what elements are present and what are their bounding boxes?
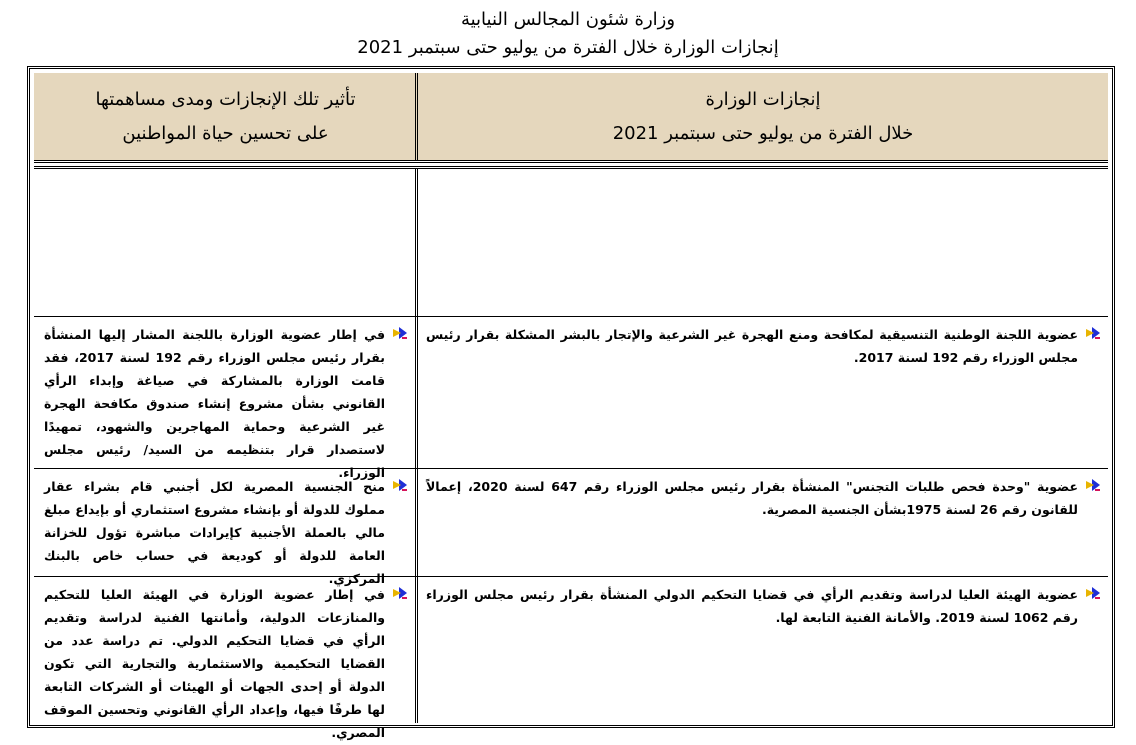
- impact-cell: [36, 169, 418, 316]
- table-row: [34, 169, 1108, 317]
- achievement-cell: [418, 169, 1108, 316]
- arrow-bullet-icon: [393, 327, 407, 339]
- arrow-bullet-icon: [393, 587, 407, 599]
- arrow-bullet-icon: [1086, 479, 1100, 491]
- header-achievements: إنجازات الوزارة خلال الفترة من يوليو حتى سبتمبر 2021: [612, 88, 914, 144]
- achievement-cell: عضوية اللجنة الوطنية التنسيقية لمكافحة ومنع الهجرة غير الشرعية والإتجار بالبشر المشكلة بقرار رئيس مجلس الوزراء رقم 192 لسنة 2017.: [418, 317, 1108, 468]
- impact-cell: في إطار عضوية الوزارة في الهيئة العليا للتحكيم والمنازعات الدولية، وأمانتها الفنية لدراسة وتقديم الرأي في قضايا التحكيم الدولي. تم دراسة عدد من القضايا التحكيمية والاستثمارية والتجارية التي تكون الدولة أو إحدى الجهات أو الهيئات أو الشركات التابعة لها طرفًا فيها، وإعداد الرأي القانوني وتحسين الموقف المصري.: [36, 577, 418, 723]
- table-body: [34, 169, 1108, 740]
- table-row: [34, 469, 1108, 586]
- impact-cell: في إطار عضوية الوزارة باللجنة المشار إليها المنشأة بقرار رئيس مجلس الوزراء رقم 192 لسنة 2017، فقد قامت الوزارة بالمشاركة في صياغة وإبداء الرأي القانوني بشأن مشروع إنشاء صندوق مكافحة الهجرة غير الشرعية وحماية المهاجرين والشهود، تمهيدًا لاستصدار قرار بتنظيمه من السيد/ رئيس مجلس الوزراء.: [36, 317, 418, 468]
- ministry-title: وزارة شئون المجالس النيابية: [460, 9, 676, 30]
- header-impact: تأثير تلك الإنجازات ومدى مساهمتها على تحسين حياة المواطنين: [36, 73, 418, 160]
- arrow-bullet-icon: [1086, 587, 1100, 599]
- report-title: إنجازات الوزارة خلال الفترة من يوليو حتى سبتمبر 2021: [357, 37, 779, 58]
- table-row: [34, 577, 1108, 740]
- achievements-table: [27, 66, 1115, 740]
- table-header-row: [34, 73, 1108, 160]
- arrow-bullet-icon: [393, 479, 407, 491]
- header-separator: [34, 160, 1108, 169]
- achievement-cell: عضوية الهيئة العليا لدراسة وتقديم الرأي في قضايا التحكيم الدولي المنشأة بقرار رئيس مجلس الوزراء رقم 1062 لسنة 2019. والأمانة الفنية التابعة لها.: [418, 577, 1108, 723]
- page-header: [0, 6, 1136, 62]
- table-row: [34, 317, 1108, 480]
- arrow-bullet-icon: [1086, 327, 1100, 339]
- achievement-cell: عضوية "وحدة فحص طلبات التجنس" المنشأة بقرار رئيس مجلس الوزراء رقم 647 لسنة 2020، إعمالاً للقانون رقم 26 لسنة 1975بشأن الجنسية المصرية.: [418, 469, 1108, 576]
- impact-cell: منح الجنسية المصرية لكل أجنبي قام بشراء عقار مملوك للدولة أو بإنشاء مشروع استثماري أو بإيداع مبلغ مالي بالعملة الأجنبية كإيرادات مباشرة تؤول للخزانة العامة للدولة أو كوديعة في حساب خاص بالبنك المركزي.: [36, 469, 418, 576]
